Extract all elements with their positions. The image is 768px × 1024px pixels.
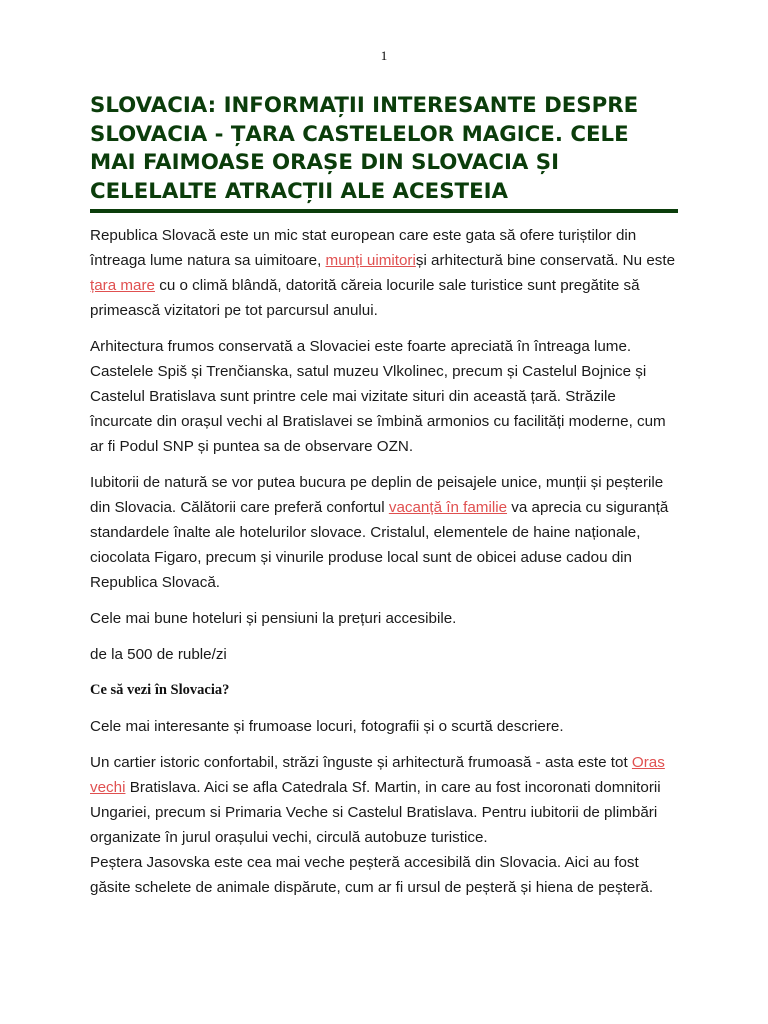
paragraph-price: de la 500 de ruble/zi (90, 646, 227, 663)
paragraph-jasovska-cave: Peștera Jasovska este cea mai veche peșteră accesibilă din Slovacia. Aici au fost găsite schelete de animale dispărute, cum ar fi ursul de peșteră și hiena de peșteră. (90, 854, 654, 896)
section-heading-what-to-see: Ce să vezi în Slovacia? (90, 682, 230, 698)
paragraph-text: cu o climă blândă, datorită căreia locurile sale turistice sunt pregătite să primească vizitatori pe tot parcursul anului. (90, 277, 640, 319)
link-munti-uimitori[interactable]: munți uimitori (325, 252, 416, 269)
paragraph-nature (90, 470, 678, 595)
link-vacanta-in-familie[interactable]: vacanță în familie (388, 499, 508, 516)
paragraph-hotels: Cele mai bune hoteluri și pensiuni la prețuri accesibile. (90, 610, 457, 627)
paragraph-intro (90, 223, 678, 323)
paragraph-text: și arhitectură bine conservată. Nu este (415, 252, 676, 269)
paragraph-text: Un cartier istoric confortabil, străzi înguste și arhitectură frumoasă - asta este tot (90, 754, 632, 771)
page-number: 1 (380, 48, 388, 63)
paragraph-text: va aprecia cu siguranță standardele înalte ale hotelurilor slovace. Cristalul, elementele de haine naționale, ciocolata Figaro, precum și vinurile produse local sunt de obicei aduse cadou din Republica Slovacă. (90, 499, 669, 591)
link-tara-mare[interactable]: țara mare (90, 277, 155, 294)
paragraph-text: Republica Slovacă este un mic stat european care este gata să ofere turiștilor din întreaga lume natura sa uimitoare, (90, 227, 637, 269)
paragraph-old-town (90, 750, 678, 850)
link-oras-vechi[interactable]: Oras vechi (90, 754, 665, 796)
article-title: SLOVACIA: INFORMAȚII INTERESANTE DESPRE SLOVACIA - ȚARA CASTELELOR MAGICE. CELE MAI FAIMOASE ORAȘE DIN SLOVACIA ȘI CELELALTE ATRACȚII ALE ACESTEIA (90, 93, 639, 204)
paragraph-text: Bratislava. Aici se afla Catedrala Sf. Martin, in care au fost incoronati domnitorii Ungariei, precum si Primaria Veche si Castelul Bratislava. Pentru iubitorii de plimbări organizate în jurul orașului vechi, circulă autobuze turistice. (90, 779, 661, 846)
article-body (90, 92, 678, 911)
paragraph-architecture: Arhitectura frumos conservată a Slovaciei este foarte apreciată în întreaga lume. Castelele Spiš și Trenčianska, satul muzeu Vlkolinec, precum și Castelul Bojnice și Castelul Bratislava sunt printre cele mai vizitate situri din această țară. Străzile încurcate din orașul vechi al Bratislavei se îmbină armonios cu facilități moderne, cum ar fi Podul SNP și puntea sa de observare OZN. (90, 338, 666, 455)
paragraph-text: Iubitorii de natură se vor putea bucura pe deplin de peisajele unice, munții și peșterile din Slovacia. Călătorii care preferă confortul (90, 474, 664, 516)
paragraph-places-intro: Cele mai interesante și frumoase locuri, fotografii și o scurtă descriere. (90, 718, 564, 735)
title-underline-rule (90, 209, 678, 213)
